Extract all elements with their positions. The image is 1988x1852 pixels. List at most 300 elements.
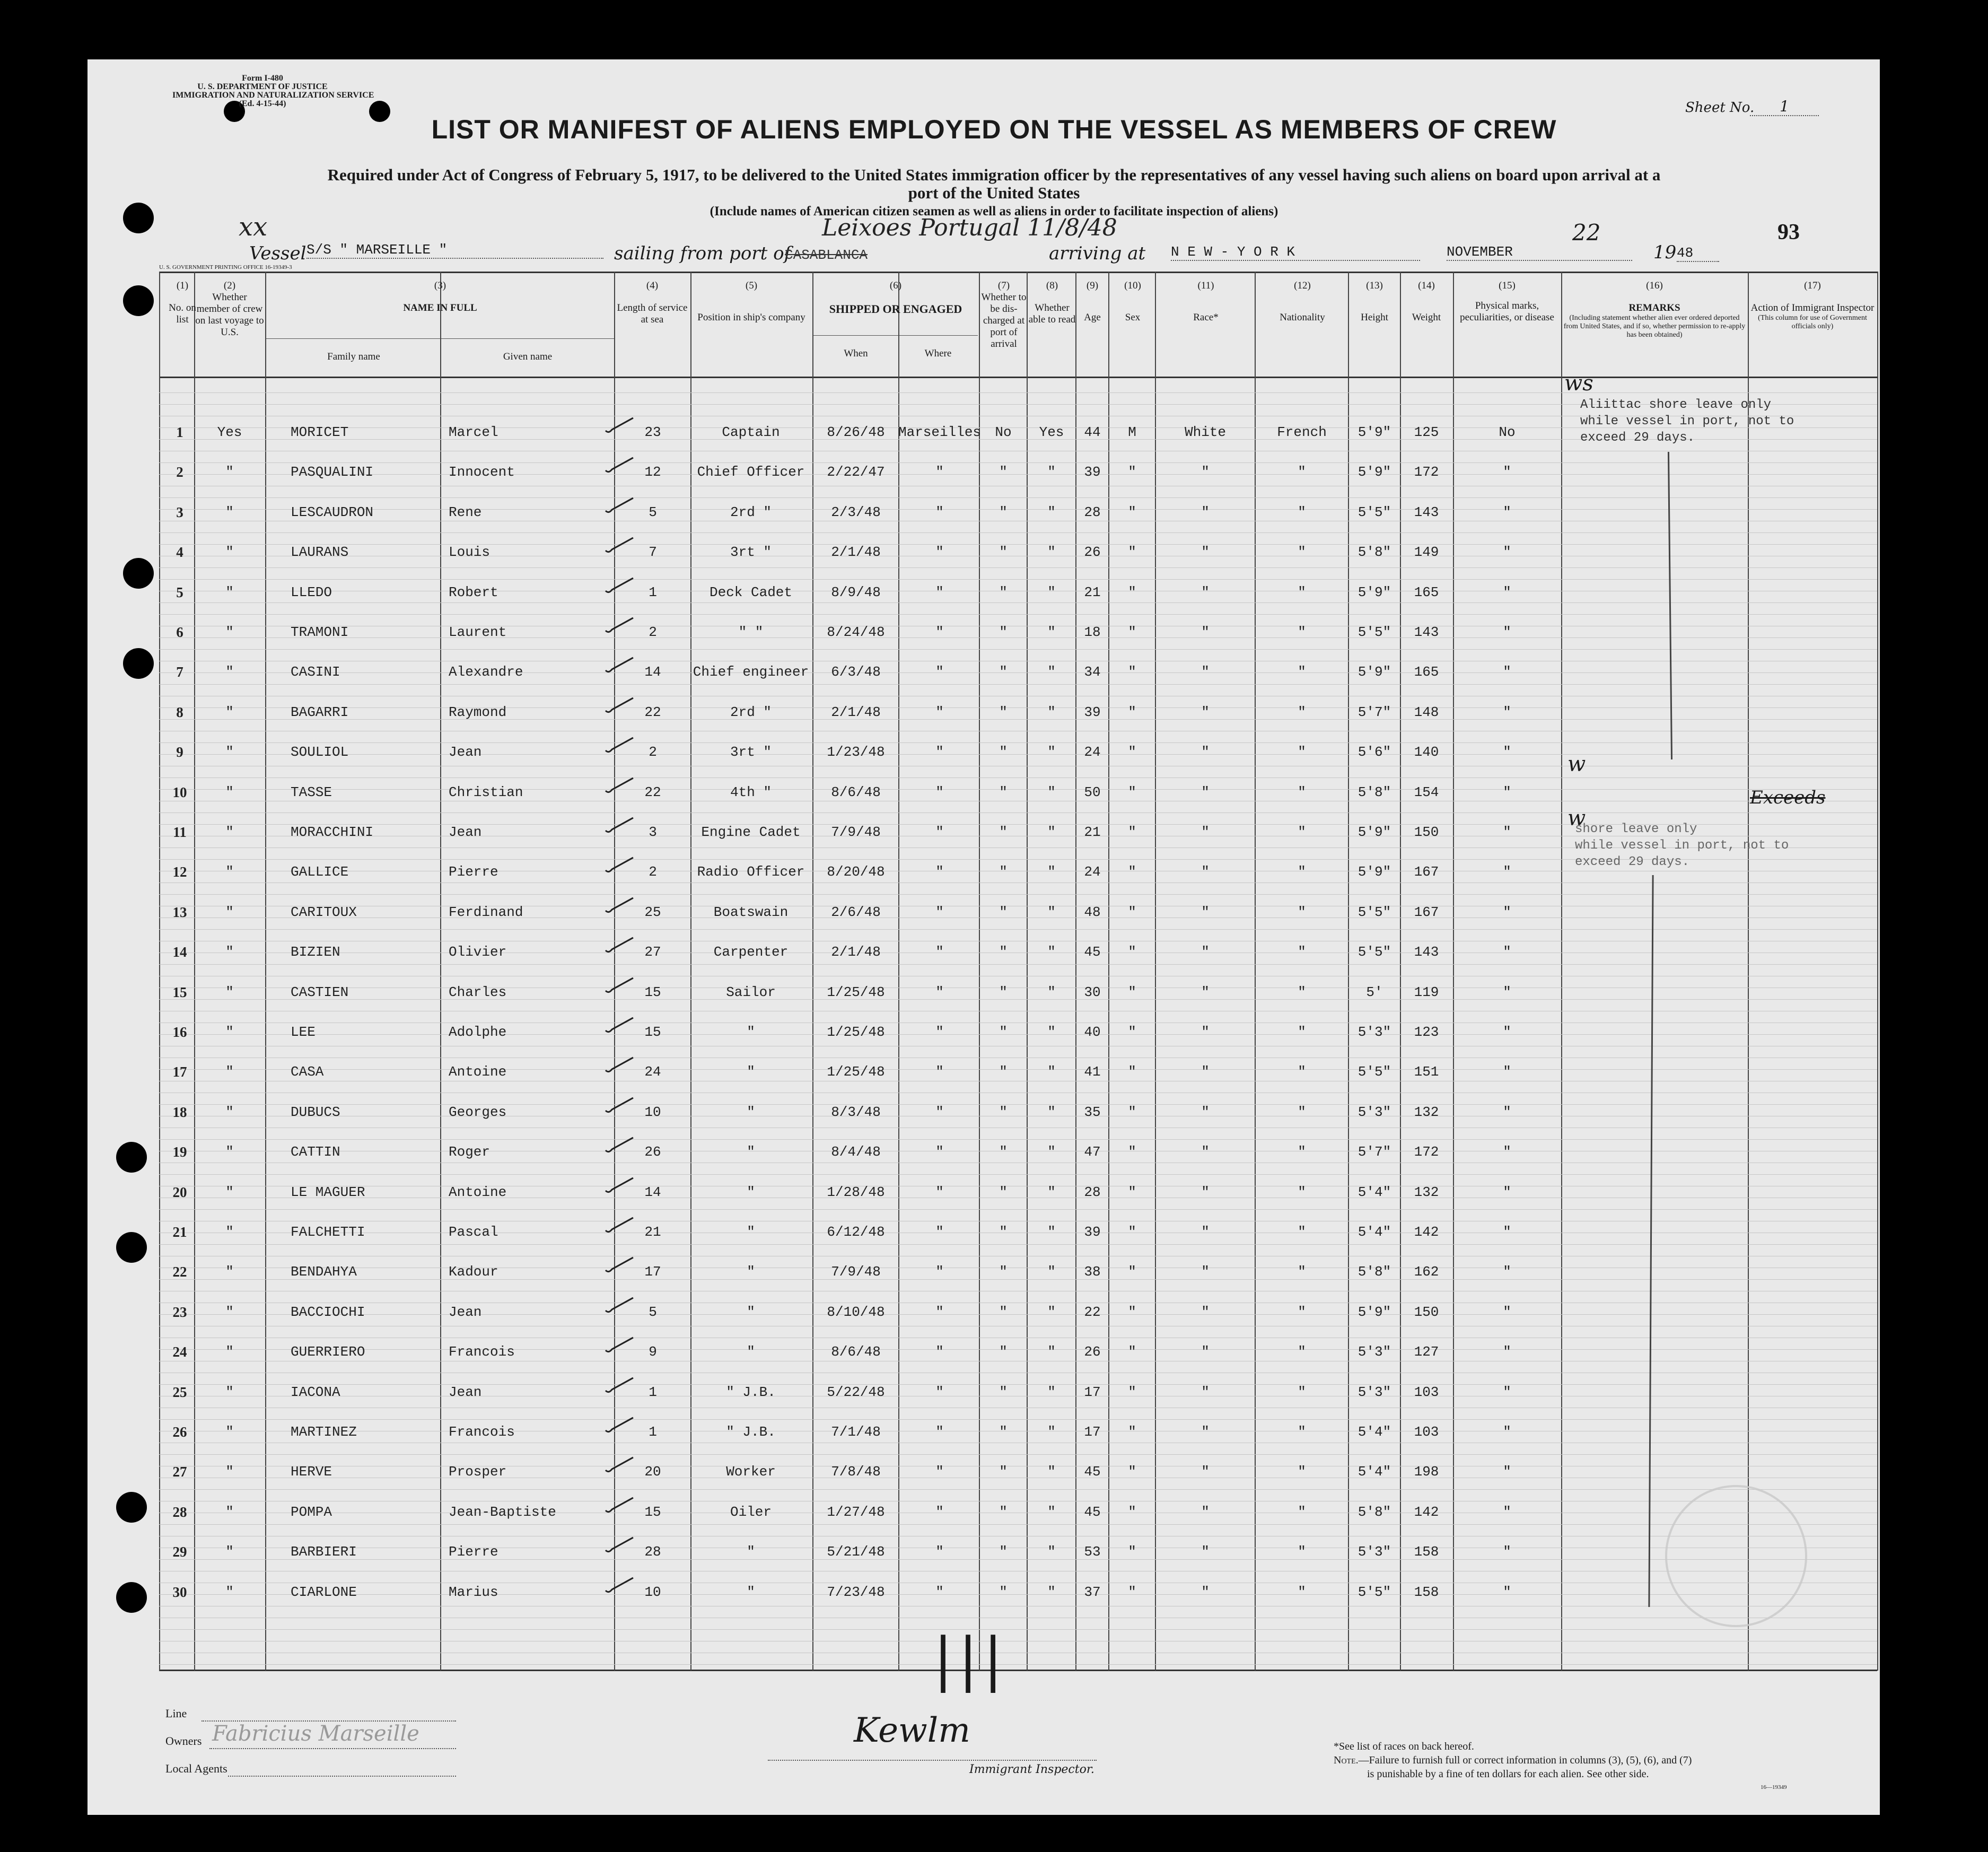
crew-weight: 151 xyxy=(1414,1064,1439,1080)
crew-prev: " xyxy=(225,1424,234,1440)
check-mark xyxy=(603,1535,635,1553)
crew-given: Roger xyxy=(449,1144,491,1160)
crew-weight: 150 xyxy=(1414,824,1439,840)
crew-race: " xyxy=(1201,1264,1210,1280)
crew-weight: 143 xyxy=(1414,504,1439,520)
col-5-header: (5) Position in ship's company xyxy=(697,280,805,323)
crew-prev: " xyxy=(225,1104,234,1120)
check-mark xyxy=(603,1176,635,1194)
crew-read: " xyxy=(1047,1464,1056,1480)
crew-when: 8/24/48 xyxy=(827,624,885,640)
crew-race: " xyxy=(1201,1344,1210,1360)
crew-family: BACCIOCHI xyxy=(291,1304,365,1320)
crew-race: " xyxy=(1201,944,1210,960)
tally-marks: ||| xyxy=(933,1625,1009,1693)
crew-position: " xyxy=(747,1304,755,1320)
crew-family: CASTIEN xyxy=(291,984,349,1000)
crew-marks: " xyxy=(1503,464,1511,480)
crew-age: 45 xyxy=(1084,1464,1101,1480)
grid-rule xyxy=(159,1454,1877,1455)
line-label: Line xyxy=(165,1707,187,1720)
grid-rule xyxy=(159,1174,1877,1175)
crew-nationality: " xyxy=(1298,1264,1306,1280)
check-mark xyxy=(603,1335,635,1353)
crew-given: Ferdinand xyxy=(449,904,523,920)
crew-marks: " xyxy=(1503,784,1511,800)
owners-label: Owners xyxy=(165,1734,202,1748)
crew-prev: " xyxy=(225,864,234,880)
inspector-signature: Kewlm xyxy=(854,1711,970,1750)
check-mark xyxy=(603,736,635,754)
crew-nationality: " xyxy=(1298,1064,1306,1080)
crew-height: 5'5" xyxy=(1358,504,1391,520)
crew-given: Christian xyxy=(449,784,523,800)
crew-prev: " xyxy=(225,944,234,960)
crew-given: Alexandre xyxy=(449,664,523,680)
crew-weight: 103 xyxy=(1414,1384,1439,1400)
crew-service: 22 xyxy=(644,704,661,720)
crew-read: " xyxy=(1047,904,1056,920)
crew-where: " xyxy=(935,664,944,680)
check-mark xyxy=(603,1455,635,1473)
check-mark xyxy=(603,416,635,434)
crew-marks: " xyxy=(1503,864,1511,880)
crew-where: " xyxy=(935,744,944,760)
crew-weight: 142 xyxy=(1414,1504,1439,1520)
crew-given: Pascal xyxy=(449,1224,498,1240)
crew-service: 28 xyxy=(644,1544,661,1560)
crew-weight: 142 xyxy=(1414,1224,1439,1240)
check-mark xyxy=(603,1576,635,1594)
crew-where: " xyxy=(935,1304,944,1320)
grid-rule xyxy=(159,1209,1877,1210)
crew-family: LLEDO xyxy=(291,584,332,600)
crew-when: 2/1/48 xyxy=(831,704,881,720)
crew-no: 15 xyxy=(172,984,187,1000)
grid-rule xyxy=(159,894,1877,895)
crew-height: 5'5" xyxy=(1358,624,1391,640)
col-13-header: (13) Height xyxy=(1361,280,1388,323)
check-mark xyxy=(603,1135,635,1154)
crew-when: 7/1/48 xyxy=(831,1424,881,1440)
crew-weight: 167 xyxy=(1414,864,1439,880)
column-rule xyxy=(979,272,980,1671)
crew-no: 18 xyxy=(172,1104,187,1120)
crew-when: 2/1/48 xyxy=(831,544,881,560)
crew-where: " xyxy=(935,784,944,800)
crew-no: 1 xyxy=(176,424,183,440)
check-mark xyxy=(603,896,635,914)
crew-marks: " xyxy=(1503,744,1511,760)
crew-position: Captain xyxy=(722,424,780,440)
crew-when: 8/20/48 xyxy=(827,864,885,880)
crew-sex: " xyxy=(1128,1104,1136,1120)
crew-read: " xyxy=(1047,1264,1056,1280)
crew-sex: " xyxy=(1128,984,1136,1000)
crew-position: " J.B. xyxy=(726,1424,776,1440)
crew-race: " xyxy=(1201,464,1210,480)
crew-race: " xyxy=(1201,744,1210,760)
crew-height: 5'7" xyxy=(1358,1144,1391,1160)
crew-given: Francois xyxy=(449,1424,515,1440)
crew-read: " xyxy=(1047,1424,1056,1440)
crew-no: 21 xyxy=(172,1224,187,1240)
crew-sex: " xyxy=(1128,1504,1136,1520)
crew-height: 5'9" xyxy=(1358,584,1391,600)
crew-given: Antoine xyxy=(449,1184,507,1200)
crew-discharged: " xyxy=(999,1024,1008,1040)
crew-where: " xyxy=(935,1104,944,1120)
crew-sex: " xyxy=(1128,784,1136,800)
crew-nationality: " xyxy=(1298,544,1306,560)
crew-no: 7 xyxy=(176,664,183,680)
check-mark xyxy=(603,616,635,634)
crew-where: " xyxy=(935,504,944,520)
crew-position: " xyxy=(747,1224,755,1240)
crew-service: 1 xyxy=(649,1424,657,1440)
crew-given: Jean xyxy=(449,744,482,760)
crew-weight: 172 xyxy=(1414,1144,1439,1160)
crew-position: " xyxy=(747,1104,755,1120)
crew-service: 14 xyxy=(644,1184,661,1200)
punch-hole xyxy=(116,1142,147,1173)
crew-given: Pierre xyxy=(449,864,498,880)
crew-service: 12 xyxy=(644,464,661,480)
crew-sex: " xyxy=(1128,504,1136,520)
grid-rule xyxy=(159,1629,1877,1630)
crew-given: Kadour xyxy=(449,1264,498,1280)
col-1-header: (1) No. on list xyxy=(169,280,196,325)
fine-note-line-1 xyxy=(1334,1754,1692,1767)
col-7-header: (7) Whether to be dis-charged at port of arrival xyxy=(981,280,1027,350)
crew-service: 7 xyxy=(649,544,657,560)
crew-family: LESCAUDRON xyxy=(291,504,374,520)
crew-prev: " xyxy=(225,1064,234,1080)
crew-service: 5 xyxy=(649,504,657,520)
crew-family: CATTIN xyxy=(291,1144,340,1160)
crew-when: 7/23/48 xyxy=(827,1584,885,1600)
column-rule xyxy=(1155,272,1156,1671)
crew-position: " xyxy=(747,1064,755,1080)
vessel-label: Vessel xyxy=(249,243,306,264)
crew-height: 5'5" xyxy=(1358,1064,1391,1080)
crew-family: MARTINEZ xyxy=(291,1424,357,1440)
crew-read: " xyxy=(1047,504,1056,520)
crew-read: Yes xyxy=(1039,424,1064,440)
col-2-header: (2) Whether member of crew on last voyage to U.S. xyxy=(195,280,264,338)
crew-sex: " xyxy=(1128,1584,1136,1600)
crew-family: BAGARRI xyxy=(291,704,349,720)
crew-height: 5'4" xyxy=(1358,1184,1391,1200)
crew-no: 16 xyxy=(172,1024,187,1040)
crew-sex: " xyxy=(1128,904,1136,920)
crew-discharged: " xyxy=(999,624,1008,640)
crew-position: 3rt " xyxy=(730,744,772,760)
crew-height: 5'4" xyxy=(1358,1464,1391,1480)
fine-note-text-2: is punishable by a fine of ten dollars for each alien. See other side. xyxy=(1367,1768,1649,1780)
crew-sex: " xyxy=(1128,544,1136,560)
crew-weight: 165 xyxy=(1414,584,1439,600)
crew-read: " xyxy=(1047,1544,1056,1560)
crew-race: " xyxy=(1201,1544,1210,1560)
crew-nationality: " xyxy=(1298,1224,1306,1240)
crew-read: " xyxy=(1047,984,1056,1000)
crew-given: Marcel xyxy=(449,424,498,440)
crew-height: 5'8" xyxy=(1358,1504,1391,1520)
crew-race: " xyxy=(1201,1384,1210,1400)
crew-read: " xyxy=(1047,824,1056,840)
crew-service: 17 xyxy=(644,1264,661,1280)
crew-no: 20 xyxy=(172,1184,187,1200)
crew-discharged: " xyxy=(999,504,1008,520)
crew-discharged: " xyxy=(999,1384,1008,1400)
crew-where: Marseilles xyxy=(898,424,982,440)
crew-when: 8/9/48 xyxy=(831,584,881,600)
crew-race: " xyxy=(1201,584,1210,600)
crew-marks: No xyxy=(1499,424,1516,440)
crew-age: 53 xyxy=(1084,1544,1101,1560)
check-mark xyxy=(603,1016,635,1034)
crew-nationality: " xyxy=(1298,1544,1306,1560)
crew-height: 5'3" xyxy=(1358,1384,1391,1400)
crew-sex: " xyxy=(1128,1184,1136,1200)
crew-height: 5'3" xyxy=(1358,1024,1391,1040)
crew-no: 10 xyxy=(172,784,187,800)
crew-where: " xyxy=(935,1224,944,1240)
grid-rule xyxy=(159,497,1877,498)
grid-rule xyxy=(159,579,1877,580)
crew-given: Raymond xyxy=(449,704,507,720)
crew-age: 45 xyxy=(1084,1504,1101,1520)
crew-prev: " xyxy=(225,1264,234,1280)
crew-family: TRAMONI xyxy=(291,624,349,640)
column-rule xyxy=(159,272,160,1671)
crew-family: CIARLONE xyxy=(291,1584,357,1600)
crew-nationality: " xyxy=(1298,584,1306,600)
crew-age: 38 xyxy=(1084,1264,1101,1280)
crew-family: POMPA xyxy=(291,1504,332,1520)
crew-height: 5'9" xyxy=(1358,464,1391,480)
crew-when: 8/26/48 xyxy=(827,424,885,440)
check-mark xyxy=(603,576,635,594)
crew-race: " xyxy=(1201,1224,1210,1240)
arrival-port: N E W - Y O R K xyxy=(1171,244,1420,261)
crew-discharged: No xyxy=(995,424,1012,440)
grid-rule xyxy=(159,1664,1877,1665)
crew-discharged: " xyxy=(999,1064,1008,1080)
crew-where: " xyxy=(935,1504,944,1520)
crew-when: 2/1/48 xyxy=(831,944,881,960)
crew-discharged: " xyxy=(999,1264,1008,1280)
col-17-header: (17) Action of Immigrant Inspector (This column for use of Government officials only) xyxy=(1750,280,1875,330)
crew-when: 2/6/48 xyxy=(831,904,881,920)
col-15-header: (15) Physical marks, peculiarities, or disease xyxy=(1460,280,1554,323)
crew-age: 35 xyxy=(1084,1104,1101,1120)
crew-prev: " xyxy=(225,664,234,680)
table-header-rule xyxy=(159,377,1877,378)
crew-when: 5/21/48 xyxy=(827,1544,885,1560)
crew-nationality: " xyxy=(1298,464,1306,480)
crew-age: 41 xyxy=(1084,1064,1101,1080)
crew-marks: " xyxy=(1503,1144,1511,1160)
form-code: 16—19349 xyxy=(1761,1784,1787,1790)
crew-service: 27 xyxy=(644,944,661,960)
crew-sex: " xyxy=(1128,704,1136,720)
departure-port-handwritten: Leixoes Portugal 11/8/48 xyxy=(822,214,1117,241)
crew-where: " xyxy=(935,464,944,480)
column-rule xyxy=(812,272,813,1671)
crew-where: " xyxy=(935,1144,944,1160)
crew-read: " xyxy=(1047,744,1056,760)
crew-where: " xyxy=(935,1344,944,1360)
crew-nationality: French xyxy=(1277,424,1327,440)
crew-marks: " xyxy=(1503,624,1511,640)
crew-prev: " xyxy=(225,904,234,920)
races-note: *See list of races on back hereof. xyxy=(1334,1741,1474,1752)
crew-read: " xyxy=(1047,1224,1056,1240)
grid-rule xyxy=(159,1419,1877,1420)
crew-height: 5'5" xyxy=(1358,944,1391,960)
crew-position: Boatswain xyxy=(713,904,789,920)
column-rule xyxy=(265,272,266,1671)
crew-race: " xyxy=(1201,824,1210,840)
crew-prev: " xyxy=(225,504,234,520)
crew-no: 24 xyxy=(172,1344,187,1360)
grid-rule xyxy=(159,649,1877,650)
crew-when: 5/22/48 xyxy=(827,1384,885,1400)
inspector-label: Immigrant Inspector. xyxy=(969,1763,1094,1776)
crew-prev: " xyxy=(225,744,234,760)
crew-nationality: " xyxy=(1298,1184,1306,1200)
crew-race: " xyxy=(1201,1064,1210,1080)
crew-family: CASINI xyxy=(291,664,340,680)
crew-prev: " xyxy=(225,1544,234,1560)
crew-height: 5'9" xyxy=(1358,864,1391,880)
crew-family: GUERRIERO xyxy=(291,1344,365,1360)
crew-age: 39 xyxy=(1084,704,1101,720)
col-6a-header: When xyxy=(844,348,868,359)
crew-discharged: " xyxy=(999,464,1008,480)
crew-no: 27 xyxy=(172,1464,187,1480)
crew-race: " xyxy=(1201,1424,1210,1440)
crew-discharged: " xyxy=(999,1104,1008,1120)
crew-sex: " xyxy=(1128,944,1136,960)
crew-read: " xyxy=(1047,544,1056,560)
crew-family: FALCHETTI xyxy=(291,1224,365,1240)
crew-height: 5'6" xyxy=(1358,744,1391,760)
crew-age: 22 xyxy=(1084,1304,1101,1320)
crew-no: 26 xyxy=(172,1424,187,1440)
crew-weight: 123 xyxy=(1414,1024,1439,1040)
check-mark xyxy=(603,1376,635,1394)
crew-prev: " xyxy=(225,704,234,720)
crew-discharged: " xyxy=(999,1184,1008,1200)
crew-no: 29 xyxy=(172,1544,187,1560)
arrival-year-prefix: 19 xyxy=(1653,242,1677,263)
crew-race: " xyxy=(1201,904,1210,920)
crew-position: 2rd " xyxy=(730,504,772,520)
crew-position: 4th " xyxy=(730,784,772,800)
crew-family: PASQUALINI xyxy=(291,464,374,480)
crew-race: " xyxy=(1201,504,1210,520)
crew-sex: " xyxy=(1128,824,1136,840)
crew-age: 18 xyxy=(1084,624,1101,640)
crew-service: 2 xyxy=(649,864,657,880)
crew-given: Jean xyxy=(449,824,482,840)
crew-weight: 154 xyxy=(1414,784,1439,800)
crew-where: " xyxy=(935,1544,944,1560)
crew-given: Robert xyxy=(449,584,498,600)
crew-discharged: " xyxy=(999,1144,1008,1160)
crew-age: 45 xyxy=(1084,944,1101,960)
crew-given: Marius xyxy=(449,1584,498,1600)
crew-height: 5' xyxy=(1366,984,1383,1000)
crew-weight: 143 xyxy=(1414,944,1439,960)
col-9-header: (9) Age xyxy=(1084,280,1101,323)
grid-rule xyxy=(159,929,1877,930)
crew-race: White xyxy=(1184,424,1226,440)
crew-read: " xyxy=(1047,664,1056,680)
crew-when: 7/8/48 xyxy=(831,1464,881,1480)
punch-hole xyxy=(123,558,154,589)
crew-position: Engine Cadet xyxy=(701,824,801,840)
crew-race: " xyxy=(1201,984,1210,1000)
table-bottom-rule xyxy=(159,1670,1877,1671)
crew-prev: " xyxy=(225,824,234,840)
crew-prev: " xyxy=(225,784,234,800)
crew-when: 8/4/48 xyxy=(831,1144,881,1160)
crew-position: Chief engineer xyxy=(693,664,809,680)
crew-when: 1/28/48 xyxy=(827,1184,885,1200)
crew-family: GALLICE xyxy=(291,864,349,880)
punch-hole xyxy=(123,648,154,679)
crew-given: Antoine xyxy=(449,1064,507,1080)
sub-column-rule xyxy=(440,338,441,1671)
crew-marks: " xyxy=(1503,904,1511,920)
crew-race: " xyxy=(1201,1144,1210,1160)
crew-sex: " xyxy=(1128,1304,1136,1320)
crew-marks: " xyxy=(1503,1304,1511,1320)
crew-discharged: " xyxy=(999,1544,1008,1560)
crew-service: 24 xyxy=(644,1064,661,1080)
crew-sex: " xyxy=(1128,1024,1136,1040)
crew-nationality: " xyxy=(1298,1464,1306,1480)
page-number: 93 xyxy=(1777,220,1800,244)
crew-nationality: " xyxy=(1298,1104,1306,1120)
crew-discharged: " xyxy=(999,584,1008,600)
crew-given: Rene xyxy=(449,504,482,520)
grid-rule xyxy=(159,392,1877,393)
crew-weight: 149 xyxy=(1414,544,1439,560)
crew-marks: " xyxy=(1503,1384,1511,1400)
crew-sex: " xyxy=(1128,1464,1136,1480)
grid-rule xyxy=(159,602,1877,603)
crew-family: SOULIOL xyxy=(291,744,349,760)
crew-sex: " xyxy=(1128,1144,1136,1160)
crew-prev: " xyxy=(225,1504,234,1520)
crew-read: " xyxy=(1047,1504,1056,1520)
crew-when: 1/25/48 xyxy=(827,984,885,1000)
crew-when: 2/3/48 xyxy=(831,504,881,520)
crew-prev: " xyxy=(225,1184,234,1200)
crew-sex: " xyxy=(1128,624,1136,640)
crew-discharged: " xyxy=(999,664,1008,680)
check-mark xyxy=(603,1296,635,1314)
column-rule xyxy=(1255,272,1256,1671)
crew-prev: " xyxy=(225,1224,234,1240)
punch-hole xyxy=(116,1492,147,1523)
crew-height: 5'4" xyxy=(1358,1224,1391,1240)
